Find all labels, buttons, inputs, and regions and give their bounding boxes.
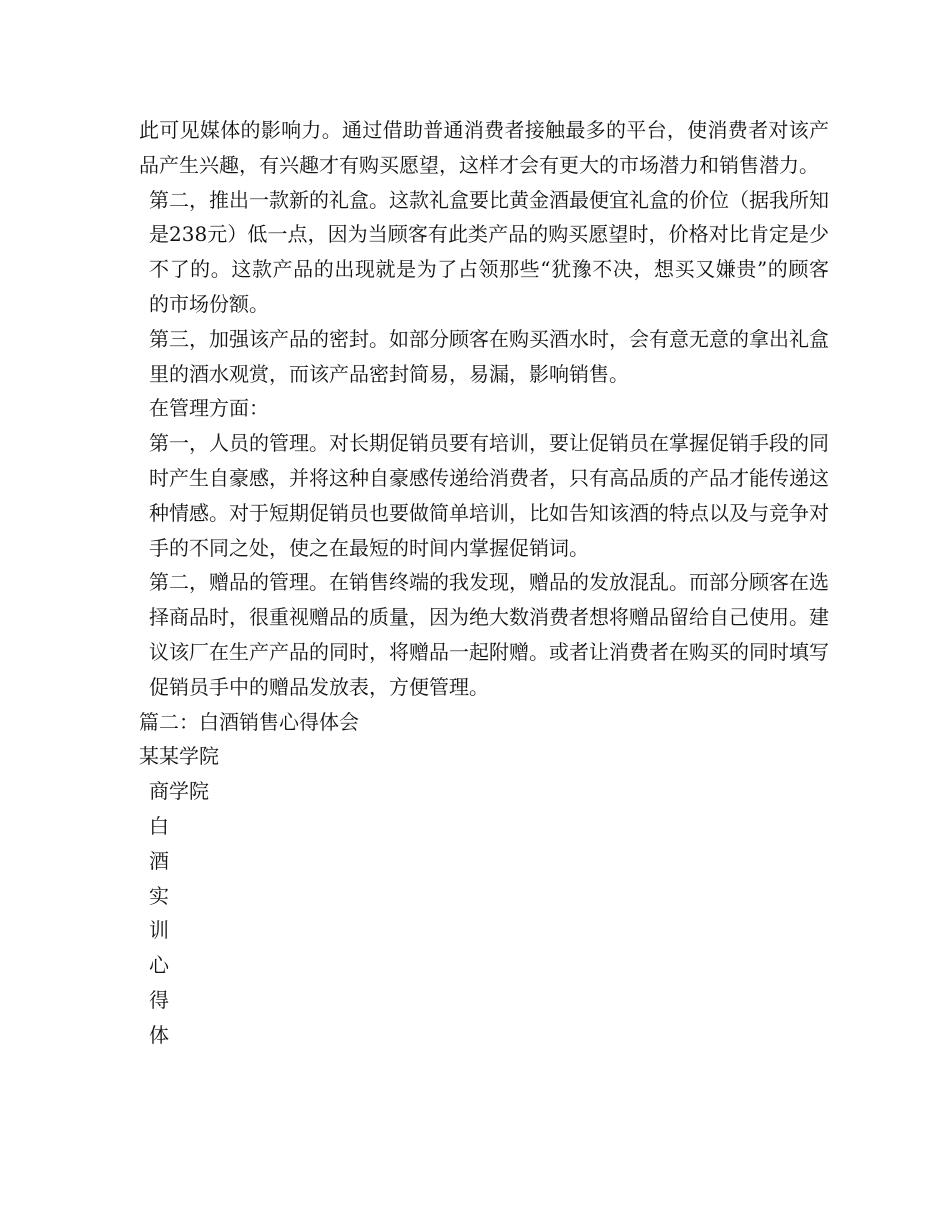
paragraph-management-heading: 在管理方面： bbox=[149, 396, 269, 421]
vertical-title-char: 白 bbox=[149, 813, 169, 838]
document-page bbox=[139, 113, 829, 1053]
vertical-title-char: 实 bbox=[149, 883, 169, 908]
vertical-title-char: 心 bbox=[149, 953, 169, 978]
vertical-title-char: 得 bbox=[149, 987, 169, 1012]
paragraph-media-influence: 此可见媒体的影响力。通过借助普通消费者接触最多的平台，使消费者对该产品产生兴趣，有兴趣才有购买愿望，这样才会有更大的市场潜力和销售潜力。 bbox=[139, 118, 829, 177]
paragraph-gift-box: 第二，推出一款新的礼盒。这款礼盒要比黄金酒最便宜礼盒的价位（据我所知是238元）低一点，因为当顾客有此类产品的购买愿望时，价格对比肯定是少不了的。这款产品的出现就是为了占领那些“犹豫不决，想买又嫌贵”的顾客的市场份额。 bbox=[149, 187, 829, 316]
vertical-title-char: 训 bbox=[149, 918, 169, 943]
section-heading: 篇二：白酒销售心得体会 bbox=[139, 709, 359, 734]
college-name: 商学院 bbox=[149, 779, 209, 804]
paragraph-gift-management: 第二，赠品的管理。在销售终端的我发现，赠品的发放混乱。而部分顾客在选择商品时，很重视赠品的质量，因为绝大数消费者想将赠品留给自己使用。建议该厂在生产产品的同时，将赠品一起附赠。或者让消费者在购买的同时填写促销员手中的赠品发放表，方便管理。 bbox=[149, 570, 829, 699]
vertical-title-char: 酒 bbox=[149, 848, 169, 873]
school-name: 某某学院 bbox=[139, 744, 219, 769]
paragraph-sealing: 第三，加强该产品的密封。如部分顾客在购买酒水时，会有意无意的拿出礼盒里的酒水观赏，而该产品密封简易，易漏，影响销售。 bbox=[149, 326, 829, 386]
paragraph-staff-management: 第一，人员的管理。对长期促销员要有培训，要让促销员在掌握促销手段的同时产生自豪感，并将这种自豪感传递给消费者，只有高品质的产品才能传递这种情感。对于短期促销员也要做简单培训，比如告知该酒的特点以及与竞争对手的不同之处，使之在最短的时间内掌握促销词。 bbox=[149, 431, 829, 560]
vertical-title-char: 体 bbox=[149, 1022, 169, 1047]
